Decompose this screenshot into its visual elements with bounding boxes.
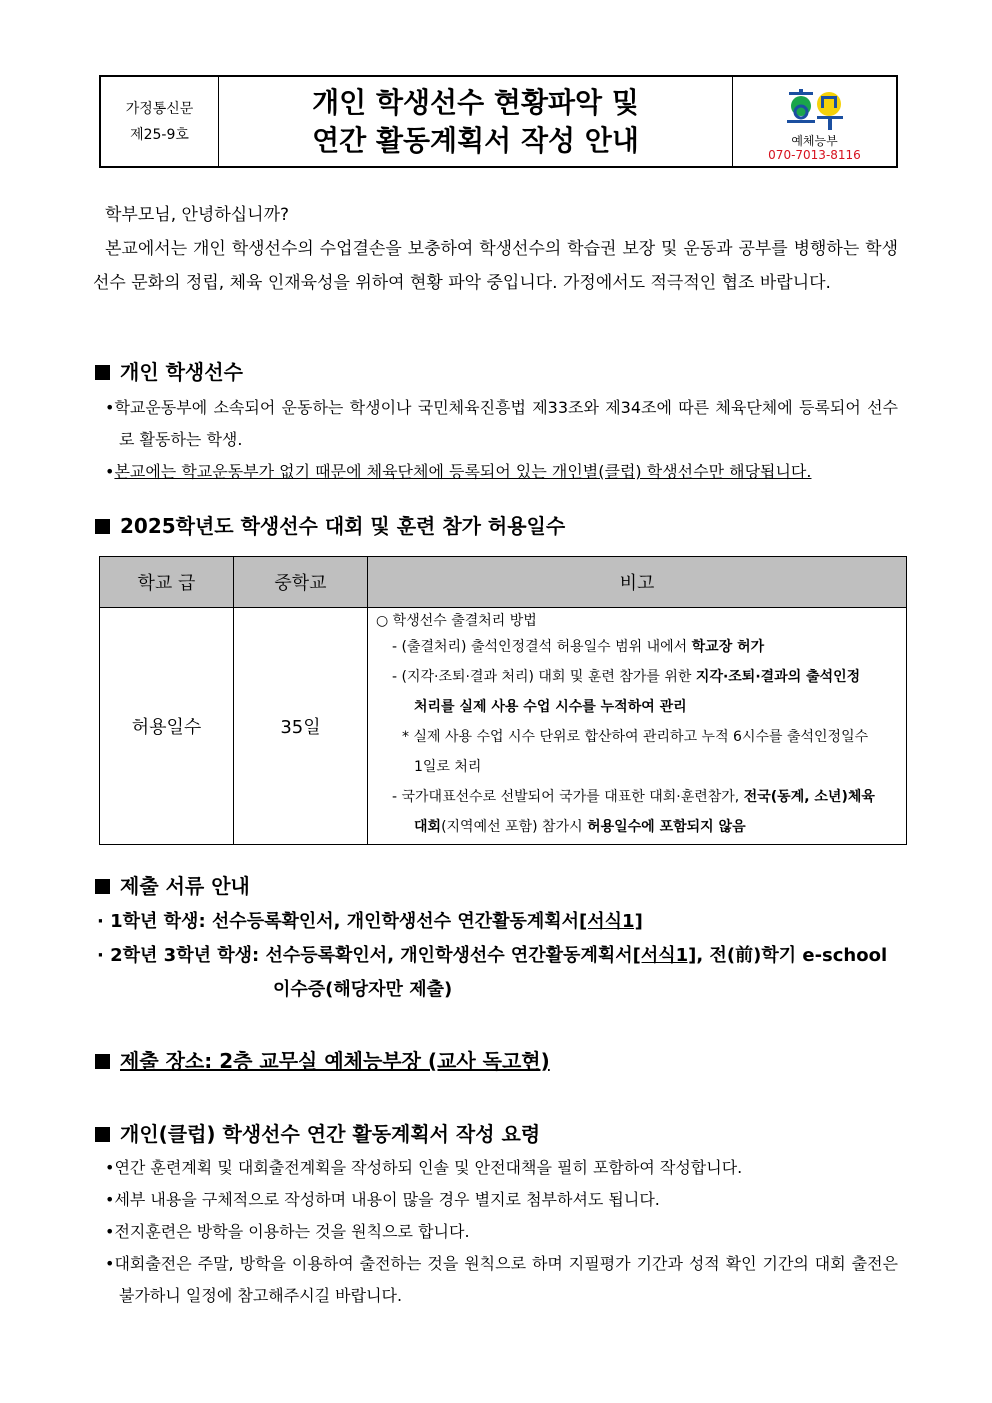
intro-body: 본교에서는 개인 학생선수의 수업결손을 보충하여 학생선수의 학습권 보장 및 운동과 공부를 병행하는 학생선수 문화의 정립, 체육 인재육성을 위하여 현황 파악 중입니다. 가정에서도 적극적인 협조 바랍니다. xyxy=(93,239,898,293)
section-title: 개인(클럽) 학생선수 연간 활동계획서 작성 요령 xyxy=(120,1122,541,1146)
square-bullet-icon xyxy=(95,879,110,894)
square-bullet-icon xyxy=(95,365,110,380)
form-ref: [서식1] xyxy=(632,945,697,966)
note-item: 1일로 처리 xyxy=(414,759,482,775)
section5-bullets xyxy=(105,1152,898,1312)
list-item-continued: 이수증(해당자만 제출) xyxy=(273,979,453,1000)
square-bullet-icon xyxy=(95,1127,110,1142)
note-text: - (지각·조퇴·결과 처리) 대회 및 훈련 참가를 위한 xyxy=(392,669,696,685)
list-item xyxy=(105,456,898,488)
table-header: 학교 급 xyxy=(100,557,234,608)
section-heading-2 xyxy=(95,512,565,540)
section-title: 제출 장소: 2층 교무실 예체능부장 (교사 독고현) xyxy=(120,1049,550,1073)
note-text: - (출결처리) 출석인정결석 허용일수 범위 내에서 xyxy=(392,639,692,655)
title-line-1: 개인 학생선수 현황파악 및 xyxy=(312,85,639,119)
title-line-2: 연간 활동계획서 작성 안내 xyxy=(312,123,639,157)
note-item xyxy=(376,632,896,662)
table-note-cell xyxy=(368,608,907,845)
greeting: 학부모님, 안녕하십니까? xyxy=(105,205,290,225)
doc-text: , 전(前)학기 e-school xyxy=(696,945,888,966)
note-item xyxy=(376,782,896,812)
school-logo-icon xyxy=(783,88,847,132)
note-item: * 실제 사용 수업 시수 단위로 합산하여 관리하고 누적 6시수를 출석인정일수 xyxy=(402,729,869,745)
note-bold: 지각·조퇴·결과의 출석인정 xyxy=(695,669,861,685)
section-heading-3 xyxy=(95,872,250,900)
phone-number: 070-7013-8116 xyxy=(768,148,861,162)
note-bold: 대회 xyxy=(414,819,442,835)
square-bullet-icon xyxy=(95,1054,110,1069)
square-bullet-icon xyxy=(95,519,110,534)
list-item: •대회출전은 주말, 방학을 이용하여 출전하는 것을 원칙으로 하며 지필평가 기간과 성적 확인 기간의 대회 출전은 불가하니 일정에 참고해주시길 바랍니다. xyxy=(105,1254,898,1305)
form-ref: [서식1] xyxy=(579,911,643,932)
table-header-row xyxy=(100,557,907,608)
note-item xyxy=(376,812,896,842)
page-title xyxy=(219,77,733,166)
table-header: 중학교 xyxy=(234,557,368,608)
doc-text: · 1학년 학생: 선수등록확인서, 개인학생선수 연간활동계획서 xyxy=(97,911,580,932)
list-item: •학교운동부에 소속되어 운동하는 학생이나 국민체육진흥법 제33조와 제34조에 따른 체육단체에 등록되어 선수로 활동하는 학생. xyxy=(105,398,898,449)
list-item: •연간 훈련계획 및 대회출전계획을 작성하되 인솔 및 안전대책을 필히 포함하여 작성합니다. xyxy=(105,1158,743,1177)
allowance-table xyxy=(99,556,907,845)
note-bold: 학교장 허가 xyxy=(691,639,765,655)
note-item xyxy=(376,692,896,722)
list-item xyxy=(97,939,898,973)
list-item xyxy=(97,905,898,939)
section-title: 2025학년도 학생선수 대회 및 훈련 참가 허용일수 xyxy=(120,514,566,538)
note-text: (지역예선 포함) xyxy=(441,819,538,835)
department-name: 예체능부 xyxy=(791,134,838,148)
section1-bullets xyxy=(105,392,898,488)
section-heading-5 xyxy=(95,1120,540,1148)
note-text: 참가시 xyxy=(537,819,588,835)
note-bold: 전국(동계, 소년)체육 xyxy=(743,789,875,805)
section-title: 제출 서류 안내 xyxy=(120,874,250,898)
doc-type: 가정통신문 xyxy=(125,100,194,117)
doc-info xyxy=(101,77,219,166)
section-heading-4 xyxy=(95,1047,550,1075)
intro-text xyxy=(93,198,898,300)
table-cell: 35일 xyxy=(234,608,368,845)
department-info xyxy=(733,77,896,166)
doc-number: 제25-9호 xyxy=(130,126,189,143)
note-title: ○ 학생선수 출결처리 방법 xyxy=(376,613,537,629)
note-item xyxy=(376,662,896,692)
table-header: 비고 xyxy=(368,557,907,608)
doc-text: · 2학년 3학년 학생: 선수등록확인서, 개인학생선수 연간활동계획서 xyxy=(97,945,633,966)
table-cell: 허용일수 xyxy=(100,608,234,845)
underlined-text: 본교에는 학교운동부가 없기 때문에 체육단체에 등록되어 있는 개인별(클럽) 학생선수만 해당됩니다. xyxy=(114,462,812,481)
header-box xyxy=(99,75,898,168)
section-title: 개인 학생선수 xyxy=(120,360,243,384)
list-item: •세부 내용을 구체적으로 작성하며 내용이 많을 경우 별지로 첨부하셔도 됩니다. xyxy=(105,1190,660,1209)
note-bold: 처리를 실제 사용 수업 시수를 누적하여 관리 xyxy=(414,699,687,715)
note-text: - 국가대표선수로 선발되어 국가를 대표한 대회·훈련참가, xyxy=(392,789,744,805)
section-heading-1 xyxy=(95,358,243,386)
bullet-mark: • xyxy=(105,462,115,481)
note-bold: 허용일수에 포함되지 않음 xyxy=(587,819,746,835)
document-list xyxy=(97,905,898,1007)
list-item: •전지훈련은 방학을 이용하는 것을 원칙으로 합니다. xyxy=(105,1222,470,1241)
table-row xyxy=(100,608,907,845)
